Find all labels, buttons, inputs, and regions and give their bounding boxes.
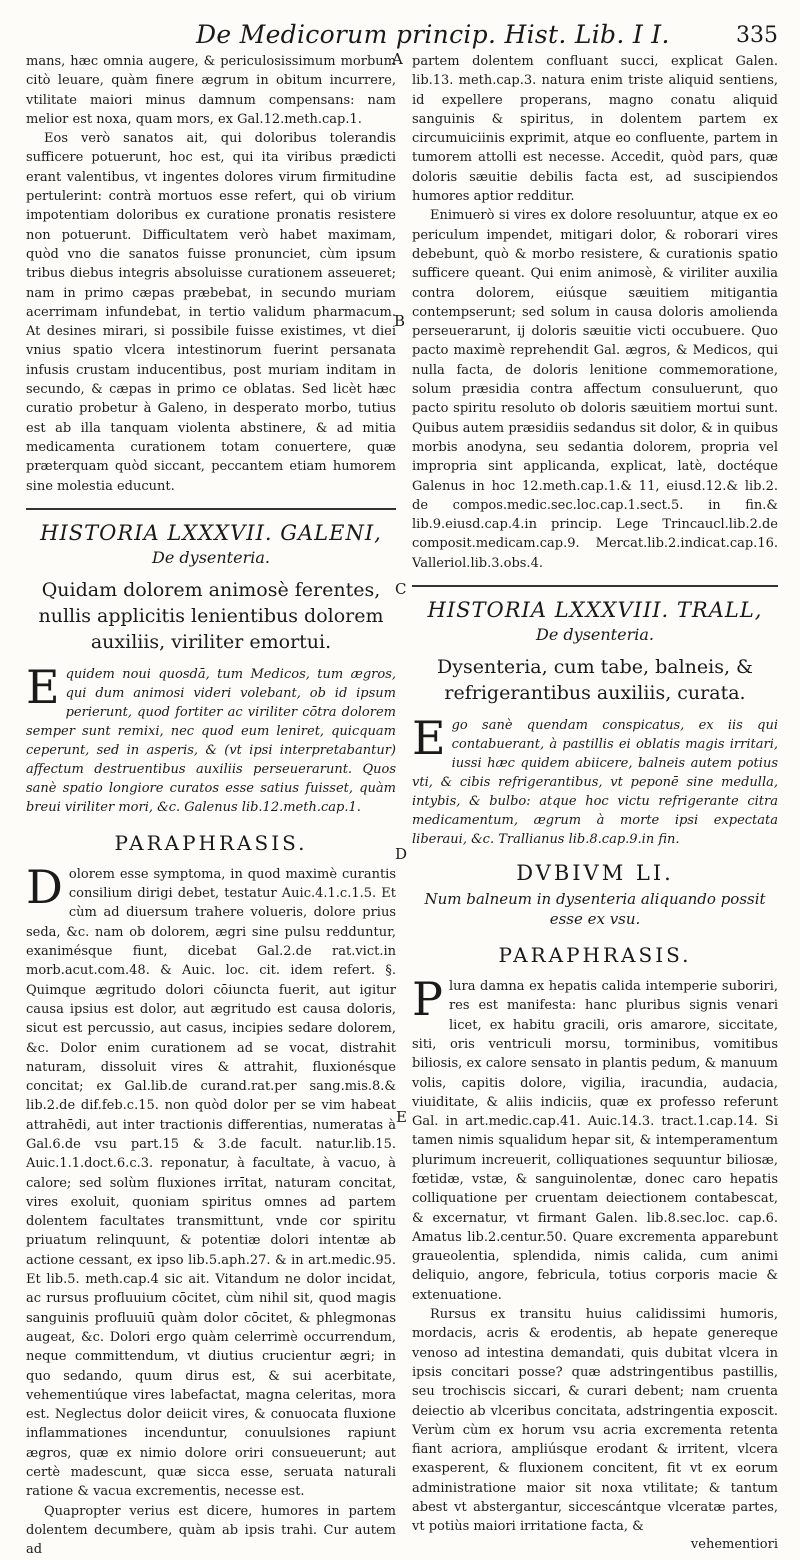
left-paragraph-1: mans, hæc omnia augere, & periculosissimum morbum citò leuare, quàm finere ægrum in obitum incurrere, vtilitate maiori minus damnum compensans: nam melior est noxa, quam mors, ex Gal.12.meth.cap.1. — [26, 54, 396, 127]
history-subtitle: De dysenteria. — [536, 625, 654, 645]
section-divider — [26, 508, 396, 510]
left-paragraph-2: Eos verò sanatos ait, qui doloribus tolerandis sufficere potuerunt, hoc est, qui ita viribus prædicti erant valentibus, vt ingentes dolores virum firmitudine pertulerint: contrà mortuos esse refert, qui ob virium impotentiam doloribus ex curatione pronatis resistere non potuerunt. Difficultatem verò habet maximam, quòd vno die sanatos fuisse pronunciet, cùm ipsum tribus diebus integris absoluisse curationem asseueret; nam in primo cæpas præbebat, in secundo muriam acerrimam infundebat, in tertio validum pharmacum. At desines mirari, si possibile fuisse existimes, vt diei vnius spatio vlcera intestinorum fuerint persanata infusis crustam inducentibus, post muriam inditam in secundo, & cæpas in primo ce oblatas. Sed licèt hæc curatio probetur à Galeno, in desperato morbo, tutius est ab illa tanquam violenta abstinere, & ad mitia medicamenta curationem totam conuertere, quæ præterquam quòd siccant, peccantem etiam humorem sine molestia educunt. — [26, 131, 396, 494]
paraphrasis-paragraph-1 — [412, 972, 778, 1305]
history-summary: Dysenteria, cum tabe, balneis, & refrigerantibus auxiliis, curata. — [437, 656, 753, 705]
section-divider — [412, 585, 778, 587]
paraphrasis-text: olorem esse symptoma, in quod maximè curantis consilium dirigi debet, testatur Auic.4.1.c.1.5. Et cùm ad diuersum trahere volueris, dolore prius seda, &c. nam ob dolorem, ægri sine pulsu redduntur, exanimésque fiunt, dicebat Gal.2.de rat.vict.in morb.acut.com.48. & Auic. loc. cit. idem refert. §. Quimque ægritudo dolori cōiuncta fuerit, aut igitur causa ipsius est dolor, aut ægritudo est causa doloris, sicut est percussio, aut casus, incipies sedare dolorem, &c. Dolor enim curationem ad se vocat, distrahit naturam, dissoluit vires & attrahit, fluxionésque concitat; ex Gal.lib.de curand.rat.per sang.mis.8.& lib.2.de dif.feb.c.15. non quòd dolor per se vim habeat attrahēdi, aut inter tractionis differentias, numeratas à Gal.6.de vsu part.15 & 3.de facult. natur.lib.15. Auic.1.1.doct.6.c.3. reponatur, à facultate, à vacuo, à calore; sed solùm fluxiones irrītat, naturam concitat, vires exoluit, quoniam spiritus omnes ad partem dolentem facultates transmittunt, vnde cor spiritu priuatum relinquunt, & potentiæ dolori intentæ ab actione cessant, ex ipso lib.5.aph.27. & in art.medic.95. Et lib.5. meth.cap.4 sic ait. Vitandum ne dolor incidat, ac rursus profluuium cōcitet, cùm nihil sit, quod magis sanguinis profluuiū quàm dolor cōcitet, & phlegmonas augeat, &c. Dolori ergo quàm celerrimè occurrendum, neque committendum, vt diutius crucientur ægri; in quo sedando, quum dirus est, & sui acerbitate, vehementiúque vires labefactat, magna celeritas, mora est. Neglectus dolor deiicit vires, & conuocata fluxione inflammationes incenduntur, conuulsiones rapiunt ægros, quæ ex nimio dolore oriri consueuerunt; aut certè madescunt, quæ sicca esse, seruata naturali ratione & vacua excrementis, necesse est. — [26, 866, 396, 1500]
paraphrasis-heading: PARAPHRASIS. — [114, 830, 308, 855]
left-column — [26, 52, 396, 1560]
drop-cap: D — [26, 859, 63, 914]
margin-letter-e: E — [396, 1108, 407, 1126]
drop-cap: E — [412, 711, 446, 766]
margin-letter-d: D — [395, 845, 408, 863]
margin-letter-b: B — [394, 312, 406, 330]
history-title: HISTORIA LXXXVII. GALENI, — [40, 520, 382, 545]
right-paragraph-1: partem dolentem confluant succi, explicat Galen. lib.13. meth.cap.3. natura enim triste aliquid sentiens, id expellere properans, magno conatu aliquid sanguinis & spiritus, in dolentem partem ex circumuiciinis exprimit, atque eo confluente, partem in tumorem attolli est necesse. Accedit, quòd pars, quæ doloris sæuitie debilis facta est, ad suscipiendos humores aptior redditur. — [412, 54, 778, 205]
history-text-body: quidem noui quosdā, tum Medicos, tum ægros, qui dum animosi videri volebant, ob id ipsum perierunt, quod fortiter ac viriliter cōtra dolorem semper sunt remixi, nec quod eum leniret, quicquam ceperunt, sed in asperis, & (vt ipsi interpretabantur) affectum destruentibus auxiliis perseuerarunt. Quos sanè spatio longiore curatos esse satius fuisset, quàm breui viriliter mori, &c. Galenus lib.12.meth.cap.1. — [26, 666, 396, 815]
dubium-heading: DVBIVM LI. — [516, 861, 674, 886]
dubium-question: Num balneum in dysenteria aliquando possit esse ex vsu. — [424, 890, 766, 929]
running-title: De Medicorum princip. Hist. Lib. I I. — [196, 20, 670, 49]
paraphrasis-heading: PARAPHRASIS. — [498, 943, 692, 968]
catchword: vehementiori — [690, 1536, 778, 1552]
history-text — [412, 711, 778, 849]
paraphrasis-paragraph-2: Rursus ex transitu huius calidissimi humoris, mordacis, acris & erodentis, ab hepate genereque venoso ad intestina demandati, quis dubitat vlcera in ipsis concitari posse? quæ adstringentibus pastillis, seu trochiscis siccari, & curari debent; nam cruenta deiectio ab vlceribus concitata, adstringentia exposcit. Verùm cùm ex horum vsu acria excrementa retenta fiant acriora, ampliúsque erodant & irritent, vlcera exasperent, & fluxionem concitent, fit vt ex eorum administratione maior sit noxa vtilitate; & tantum abest vt abstergantur, siccescántque vlceratæ partes, vt potiùs maiori irritatione facta, & — [412, 1307, 778, 1535]
right-paragraph-2: Enimuerò si vires ex dolore resoluuntur, atque ex eo periculum impendet, mitigari dolor, & roborari vires debebunt, quò & morbo resistere, & curationis spatio sufficere queant. Qui enim animosè, & viriliter auxilia contra dolorem, eiúsque sæuitiem mitigantia contempserunt; sed solum in causa doloris amolienda perseuerarunt, ij doloris sæuitie victi occubuere. Quo pacto maximè reprehendit Gal. ægros, & Medicos, qui nulla facta, de doloris lenitione commemoratione, solum præsidia contra affectum consuluerunt, quo pacto spiritu resoluto ob doloris sæuitiem mortui sunt. Quibus autem præsidiis sedandus sit dolor, & in quibus morbis anodyna, seu sedantia dolorem, propria vel impropria sint applicanda, explicat, latè, doctéque Galenus in hoc 12.meth.cap.1.& 11, eiusd.12.& lib.2. de compos.medic.sec.loc.cap.1.sect.5. in fin.& lib.9.eiusd.cap.4.in princip. Lege Trincaucl.lib.2.de composit.medicam.cap.9. Mercat.lib.2.indicat.cap.16. Valleriol.lib.3.obs.4. — [412, 208, 778, 571]
drop-cap: P — [412, 972, 443, 1027]
margin-letter-c: C — [395, 580, 407, 598]
history-text — [26, 659, 396, 817]
page-number: 335 — [736, 23, 778, 48]
margin-letter-a: A — [392, 50, 403, 68]
running-header — [0, 20, 800, 50]
right-column — [412, 52, 778, 1554]
paraphrasis-paragraph-2: Quapropter verius est dicere, humores in partem dolentem decumbere, quàm ab ipsis trahi. Cur autem ad — [26, 1503, 396, 1558]
history-title: HISTORIA LXXXVIII. TRALL, — [427, 598, 763, 623]
history-text-body: go sanè quendam conspicatus, ex iis qui contabuerant, à pastillis ei oblatis magis irritari, iussi hæc quidem abiicere, balneis autem potius vti, & cibis refrigerantibus, vt peponē sine medulla, intybis, & bulbo: atque hoc victu refrigerante citra medicamentum, ægrum à morte ipsi expectata liberaui, &c. Trallianus lib.8.cap.9.in fin. — [412, 718, 778, 848]
paraphrasis-paragraph-1 — [26, 859, 396, 1502]
paraphrasis-text: lura damna ex hepatis calida intemperie suboriri, res est manifesta: hanc pluribus signis venari licet, ex habitu gracili, oris amarore, siccitate, siti, oris ventriculi morsu, torminibus, vomitibus biliosis, ex calore sensato in plantis pedum, & manuum volis, capitis dolore, vigilia, iracundia, audacia, viuiditate, & aliis indiciis, quæ ex professo referunt Gal. in art.medic.cap.41. Auic.14.3. tract.1.cap.14. Si tamen nimis squalidum hepar sit, & intemperamentum plurimum increuerit, colliquationes sequuntur biliosæ, fœtidæ, vstæ, & sanguinolentæ, donec caro hepatis colliquatione per cruentam deiectionem contabescat, & excernatur, vt firmant Galen. lib.8.sec.loc. cap.6. Amatus lib.2.centur.50. Quare excrementa apparebunt graueolentia, splendida, nimis calida, cum animi deliquio, angore, febricula, totius corporis macie & extenuatione. — [412, 979, 778, 1303]
drop-cap: E — [26, 659, 60, 714]
history-summary: Quidam dolorem animosè ferentes, nullis applicitis lenientibus dolorem auxiliis, viriliter emortui. — [38, 578, 384, 653]
history-subtitle: De dysenteria. — [152, 547, 270, 567]
